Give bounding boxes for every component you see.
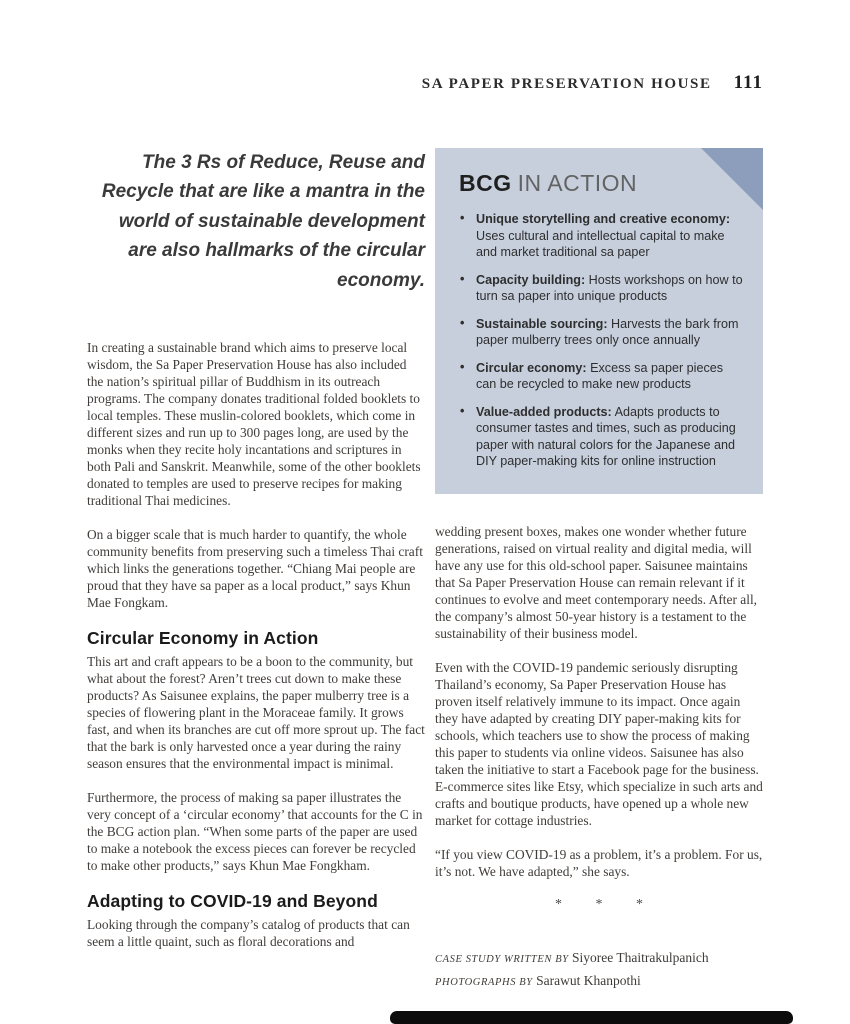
bottom-ui-bar[interactable] — [390, 1011, 793, 1024]
running-head-title: SA PAPER PRESERVATION HOUSE — [421, 76, 712, 92]
body-paragraph: On a bigger scale that is much harder to quantify, the whole community benefits from preserving such a timeless Thai craft which links the generations together. “Chiang Mai people are proud that they have sa paper as a local product,” says Khun Mae Fongkam. — [87, 527, 423, 611]
bcg-bullet-item — [459, 404, 743, 470]
bcg-bullet-item — [459, 360, 743, 393]
section-heading-circular-economy: Circular Economy in Action — [87, 628, 319, 649]
credit-line-author — [435, 947, 763, 970]
pull-quote: The 3 Rs of Reduce, Reuse and Recycle that are like a mantra in the world of sustainable development are also hallmarks of the circular economy. — [101, 152, 425, 291]
two-column-content — [87, 148, 763, 993]
callout-box-title — [459, 170, 743, 197]
section-heading-adapting-covid: Adapting to COVID-19 and Beyond — [87, 891, 378, 912]
asterisk-separator: * * * — [555, 896, 643, 912]
bullet-text: Hosts workshops on how to turn sa paper into unique products — [476, 272, 743, 303]
credit-name: Sarawut Khanpothi — [532, 972, 641, 988]
bullet-dot-icon: • — [460, 211, 465, 225]
credit-name: Siyoree Thaitrakulpanich — [568, 949, 709, 965]
bullet-lead: Unique storytelling and creative economy: — [476, 212, 731, 226]
bullet-dot-icon: • — [460, 403, 465, 418]
body-paragraph: Looking through the company’s catalog of products that can seem a little quaint, such as floral decorations and — [87, 917, 410, 950]
callout-title-strong: BCG — [459, 170, 512, 196]
bullet-text: Uses cultural and intellectual capital to make and market traditional sa paper — [476, 228, 725, 259]
bcg-bullet-item — [459, 272, 743, 305]
bcg-bullet-item — [459, 316, 743, 349]
bullet-lead: Circular economy: — [476, 360, 587, 375]
bullet-text: Harvests the bark from paper mulberry trees only once annually — [476, 316, 739, 347]
bullet-lead: Capacity building: — [476, 272, 586, 287]
body-paragraph: Even with the COVID-19 pandemic seriously disrupting Thailand’s economy, Sa Paper Preservation House has proven itself relatively immune to its impact. Once again they have adapted by creating DIY paper-making kits for schools, which teachers use to show the process of making this paper to students via online videos. Saisunee has also taken the initiative to start a Facebook page for the business. E-commerce sites like Etsy, which specialize in such arts and crafts and boutique products, have opened up a whole new market for cottage industries. — [435, 659, 763, 828]
body-paragraph: In creating a sustainable brand which aims to preserve local wisdom, the Sa Paper Preservation House has also included the nation’s spiritual pillar of Buddhism in its outreach programs. The company donates traditional folded booklets to local temples. These muslin-colored booklets, which come in different sizes and run up to 300 pages long, are used by the monks when they recite holy incantations and scriptures in both Pali and Sanskrit. Meanwhile, some of the other booklets donated to temples are used to preserve recipes for making traditional Thai medicines. — [87, 340, 421, 509]
bullet-lead: Sustainable sourcing: — [476, 316, 608, 331]
bullet-lead: Value-added products: — [476, 404, 612, 419]
right-column — [435, 148, 763, 993]
page-number: 111 — [733, 72, 763, 93]
credit-label: CASE STUDY WRITTEN BY — [435, 953, 569, 965]
body-paragraph: wedding present boxes, makes one wonder whether future generations, raised on virtual reality and digital media, will have any use for this old-school paper. Saisunee maintains that Sa Paper Preservation House can remain relevant if it continues to evolve and meet contemporary needs. After all, the company’s almost 50-year history is a testament to the sustainability of their business model. — [435, 523, 758, 641]
credit-label: PHOTOGRAPHS BY — [435, 976, 533, 988]
bullet-dot-icon: • — [460, 359, 465, 374]
credit-line-photographer — [435, 970, 763, 993]
closing-quote-paragraph: “If you view COVID-19 as a problem, it’s a problem. For us, it’s not. We have adapted,” she says. — [435, 846, 763, 879]
body-paragraph: This art and craft appears to be a boon to the community, but what about the forest? Aren’t trees cut down to make these products? As Saisunee explains, the paper mulberry tree is a species of flowering plant in the Moraceae family. It grows fast, and when its branches are cut off more sprout up. The fact that the bark is only harvested once a year during the rainy season ensures that the environmental impact is minimal. — [87, 654, 425, 772]
callout-title-rest: IN ACTION — [517, 170, 638, 196]
bullet-dot-icon: • — [460, 271, 465, 286]
bullet-text: Excess sa paper pieces can be recycled to make new products — [476, 360, 724, 391]
bullet-dot-icon: • — [460, 315, 465, 330]
bcg-in-action-callout-box — [435, 148, 763, 494]
credits-block — [435, 947, 763, 993]
bullet-text: Adapts products to consumer tastes and times, such as producing paper with natural colors for the Japanese and DIY paper-making kits for online instruction — [476, 404, 736, 468]
body-paragraph: Furthermore, the process of making sa paper illustrates the very concept of a ‘circular economy’ that accounts for the C in the BCG action plan. “When some parts of the paper are used to make a notebook the excess pieces can forever be recycled to make other products,” says Khun Mae Fongkham. — [87, 790, 423, 874]
bcg-bullet-list — [459, 211, 743, 470]
page-header — [422, 72, 763, 94]
left-column — [87, 148, 425, 993]
bcg-bullet-item — [459, 211, 743, 261]
